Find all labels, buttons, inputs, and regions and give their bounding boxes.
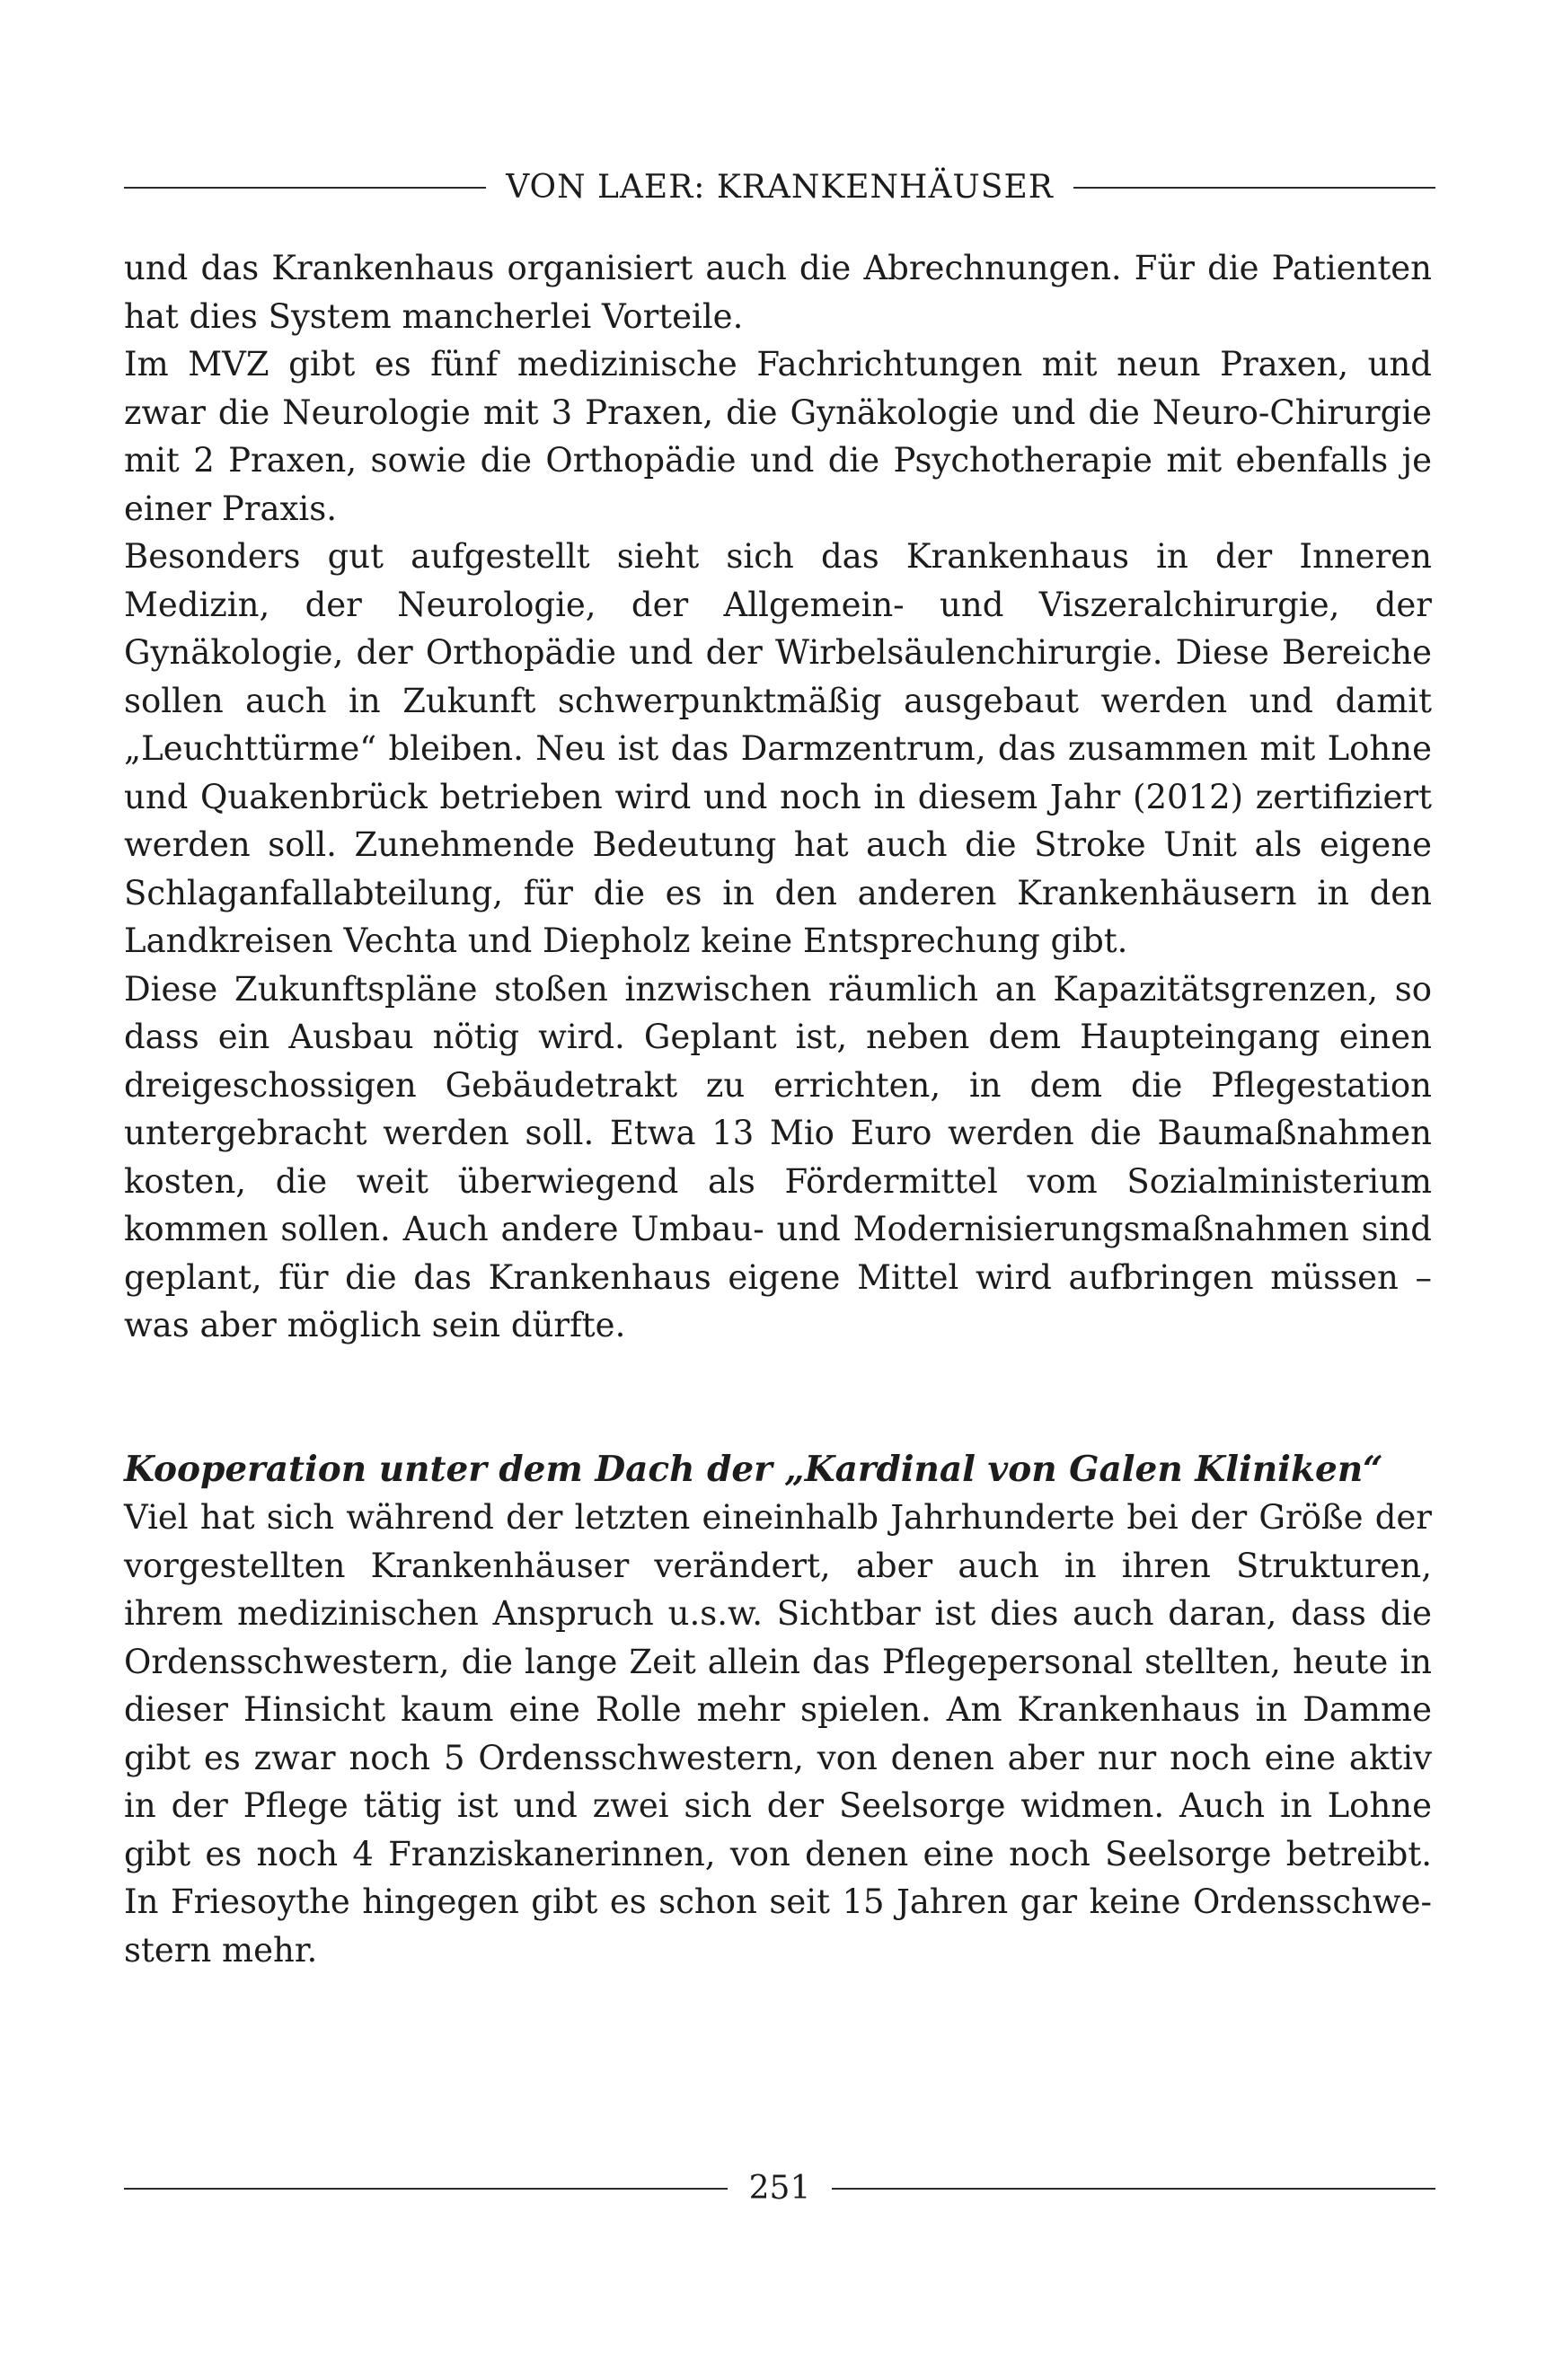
paragraph: Diese Zukunftspläne stoßen inzwischen räumlich an Kapazitätsgrenzen, so dass ein Ausbau nötig wird. Geplant ist, neben dem Haupteingang einen dreigeschossigen Gebäudetrakt zu errichten, in dem die Pflegestation untergebracht werden soll. Etwa 13 Mio Euro werden die Baumaßnahmen kosten, die weit überwiegend als Fördermittel vom Sozialministerium kommen sollen. Auch andere Umbau- und Modernisierungsmaßnahmen sind geplant, für die das Krankenhaus eigene Mittel wird aufbringen müssen – was aber möglich sein dürfte. bbox=[124, 969, 1432, 1344]
header-rule-left bbox=[124, 187, 486, 189]
section-heading: Kooperation unter dem Dach der „Kardinal von Galen Kliniken“ bbox=[124, 1448, 1383, 1490]
paragraph: Viel hat sich während der letzten eineinhalb Jahrhunderte bei der Größe der vorgestellten Krankenhäuser verändert, aber auch in ihren Strukturen, ihrem medizinischen Anspruch u.s.w. Sichtbar ist dies auch daran, dass die Ordensschwestern, die lange Zeit allein das Pflegepersonal stellten, heute in dieser Hinsicht kaum eine Rolle mehr spielen. Am Krankenhaus in Damme gibt es zwar noch 5 Ordensschwestern, von denen aber nur noch eine aktiv in der Pflege tätig ist und zwei sich der Seelsorge widmen. Auch in Lohne gibt es noch 4 Franziskanerinnen, von denen eine noch Seelsorge betreibt. In Friesoythe hingegen gibt es schon seit 15 Jahren gar keine Ordensschwestern mehr. bbox=[124, 1498, 1432, 1970]
footer-rule-right bbox=[832, 2188, 1435, 2190]
body-text bbox=[124, 244, 1432, 1974]
footer-rule-left bbox=[124, 2188, 728, 2190]
paragraph: Besonders gut aufgestellt sieht sich das Krankenhaus in der Inneren Medizin, der Neurologie, der Allgemein- und Viszeralchirurgie, der Gynäkologie, der Orthopädie und der Wirbelsäulenchirurgie. Diese Bereiche sollen auch in Zukunft schwerpunktmäßig ausgebaut werden und damit „Leuchttürme“ bleiben. Neu ist das Darmzentrum, das zusammen mit Lohne und Quakenbrück betrieben wird und noch in diesem Jahr (2012) zertifiziert werden soll. Zunehmende Bedeutung hat auch die Stroke Unit als eigene Schlaganfallabteilung, für die es in den anderen Krankenhäusern in den Landkreisen Vechta und Diepholz keine Entsprechung gibt. bbox=[124, 537, 1432, 960]
paragraph: Im MVZ gibt es fünf medizinische Fachrichtungen mit neun Praxen, und zwar die Neurologie mit 3 Praxen, die Gynäkologie und die Neuro-Chirurgie mit 2 Praxen, sowie die Orthopädie und die Psychotherapie mit ebenfalls je einer Praxis. bbox=[124, 345, 1432, 528]
page-footer bbox=[124, 2170, 1435, 2207]
running-head bbox=[124, 169, 1435, 206]
page-number: 251 bbox=[748, 2170, 811, 2207]
paragraph: und das Krankenhaus organisiert auch die Abrechnungen. Für die Patienten hat dies System mancherlei Vorteile. bbox=[124, 249, 1432, 336]
running-head-title: VON LAER: KRANKENHÄUSER bbox=[506, 169, 1054, 206]
header-rule-right bbox=[1073, 187, 1435, 189]
